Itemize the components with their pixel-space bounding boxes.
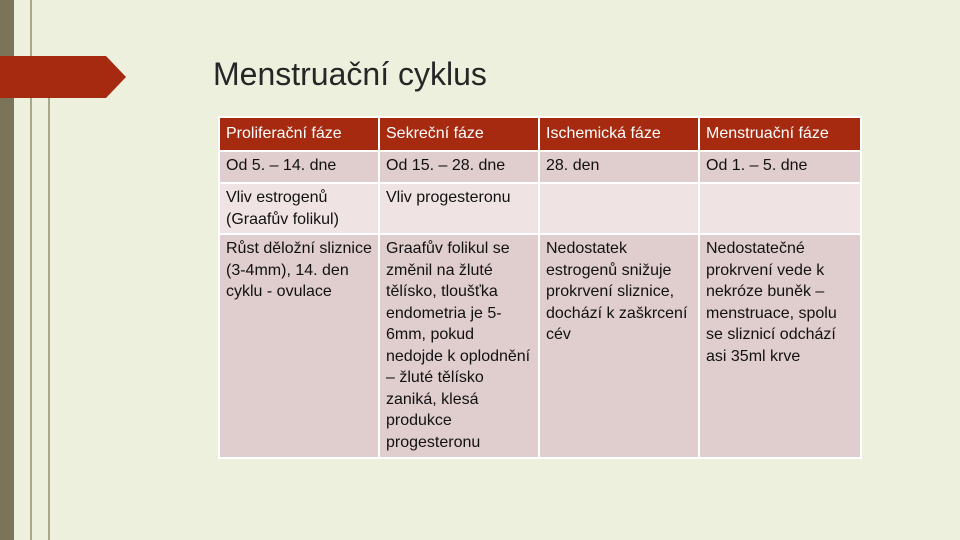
table-row (219, 151, 861, 183)
decorative-line-vertical-short (48, 96, 50, 540)
table-cell: Vliv progesteronu (379, 183, 539, 234)
menstrual-phases-table (218, 116, 862, 459)
table-cell (539, 183, 699, 234)
table-cell: Graafův folikul se změnil na žluté tělísko, tloušťka endometria je 5-6mm, pokud nedojde k oplodnění – žluté tělísko zaniká, klesá produkce progesteronu (379, 234, 539, 458)
table-row (219, 183, 861, 234)
header-proliferative-phase: Proliferační fáze (219, 117, 379, 151)
table-row (219, 234, 861, 458)
table-cell: Nedostatečné prokrvení vede k nekróze buněk – menstruace, spolu se sliznicí odchází asi 35ml krve (699, 234, 861, 458)
table-cell: Růst děložní sliznice (3-4mm), 14. den cyklu - ovulace (219, 234, 379, 458)
table-cell: Od 1. – 5. dne (699, 151, 861, 183)
header-ischemic-phase: Ischemická fáze (539, 117, 699, 151)
table-cell: Nedostatek estrogenů snižuje prokrvení sliznice, dochází k zaškrcení cév (539, 234, 699, 458)
table-cell: 28. den (539, 151, 699, 183)
table-cell: Vliv estrogenů (Graafův folikul) (219, 183, 379, 234)
table-cell: Od 15. – 28. dne (379, 151, 539, 183)
header-menstrual-phase: Menstruační fáze (699, 117, 861, 151)
table-header-row (219, 117, 861, 151)
header-secretory-phase: Sekreční fáze (379, 117, 539, 151)
slide-title: Menstruační cyklus (213, 56, 487, 92)
table-cell (699, 183, 861, 234)
table-cell: Od 5. – 14. dne (219, 151, 379, 183)
title-accent-arrow (0, 56, 126, 98)
